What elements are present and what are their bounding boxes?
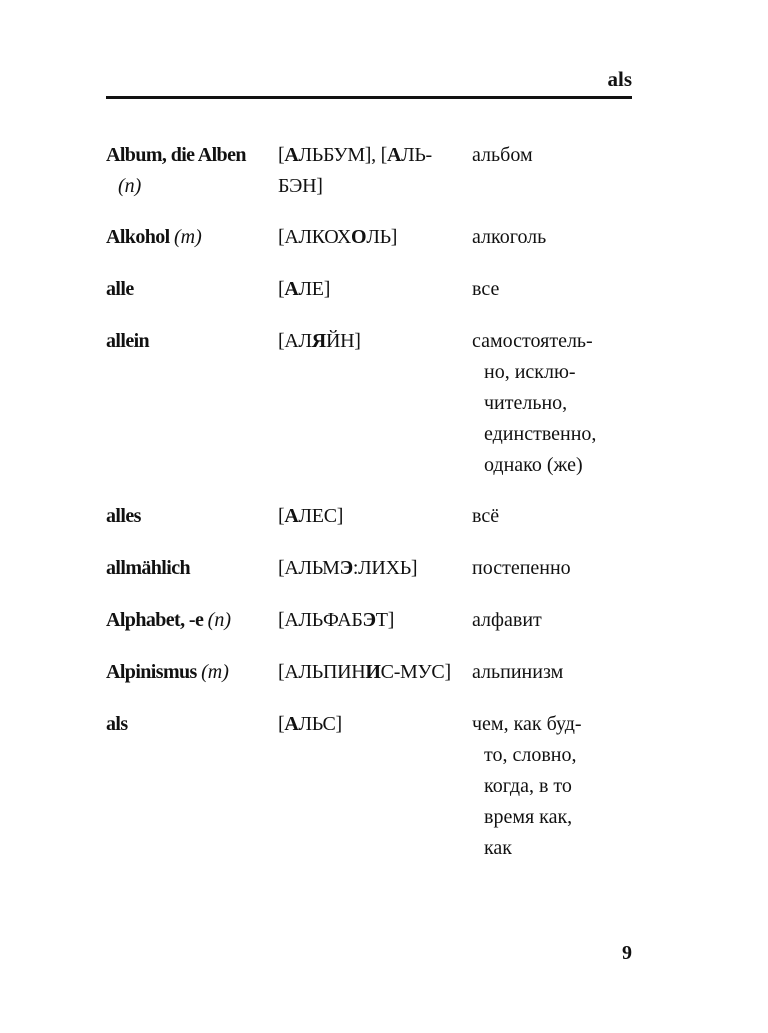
pronunciation-part: ЛЕ] [298,278,331,300]
pronunciation-part: [АЛЬПИН [278,661,366,683]
pronunciation [278,274,472,305]
headword: allmählich [106,557,191,579]
pronunciation-part: :ЛИХЬ] [352,557,418,579]
pronunciation-part: ЙН] [325,330,361,352]
page-number: 9 [622,942,632,964]
pronunciation [278,709,472,740]
grammar-note: (n) [207,609,231,631]
dictionary-entry [106,222,632,253]
translation-line: алкоголь [472,226,547,248]
headword-cell [106,605,278,636]
pronunciation-part: ЛЬБУМ], [ [298,144,387,166]
translation-line: чительно, [484,392,568,414]
stressed-letter: А [284,713,299,735]
headword: Album, die Alben [106,144,246,166]
pronunciation-part: ЛЬС] [298,713,342,735]
stressed-letter: А [284,278,299,300]
translation [472,605,632,636]
dictionary-entry [106,274,632,305]
stressed-letter: А [284,505,299,527]
pronunciation-part: [АЛЬМ [278,557,340,579]
translation [472,501,632,532]
translation [472,326,632,481]
dictionary-entry [106,709,632,864]
translation-line: единственно, [484,423,597,445]
translation [472,274,632,305]
headword-cell [106,709,278,740]
pronunciation [278,140,472,202]
pronunciation [278,501,472,532]
headword: alles [106,505,141,527]
grammar-note: (n) [118,175,142,197]
grammar-note: (m) [201,661,229,683]
headword-cell [106,140,278,202]
translation [472,709,632,864]
pronunciation [278,553,472,584]
dictionary-entry [106,140,632,202]
translation-line: то, словно, [484,744,577,766]
translation [472,222,632,253]
pronunciation-part: [ [278,144,285,166]
headword-cell [106,553,278,584]
headword-cell [106,222,278,253]
stressed-letter: И [365,661,381,683]
translation-line: всё [472,505,500,527]
headword: Alpinismus [106,661,197,683]
headword: Alkohol [106,226,170,248]
stressed-letter: О [351,226,367,248]
headword: Alphabet, -e [106,609,204,631]
translation [472,657,632,688]
stressed-letter: Э [339,557,353,579]
translation [472,553,632,584]
stressed-letter: А [386,144,402,166]
pronunciation-part: С-МУС] [380,661,451,683]
pronunciation-part: [ [278,713,285,735]
grammar-note: (m) [174,226,202,248]
pronunciation-part: [АЛ [278,330,312,352]
translation-line: постепенно [472,557,571,579]
translation-line: самостоятель- [472,330,593,352]
headword-cell [106,274,278,305]
translation-line: время как, [484,806,573,828]
pronunciation [278,605,472,636]
translation-line: как [484,837,513,859]
dictionary-entries [106,140,632,884]
pronunciation-part: ЛЕС] [298,505,344,527]
dictionary-entry [106,553,632,584]
headword-cell [106,326,278,357]
headword: allein [106,330,150,352]
translation-line: альбом [472,144,533,166]
headword: als [106,713,128,735]
pronunciation-part: [АЛЬФАБ [278,609,363,631]
translation [472,140,632,171]
dictionary-entry [106,326,632,481]
pronunciation-part: ЛЬ-БЭН] [278,144,432,197]
pronunciation [278,657,472,688]
stressed-letter: Я [311,330,326,352]
pronunciation-part: Т] [375,609,395,631]
header-rule [106,96,632,99]
stressed-letter: А [284,144,299,166]
stressed-letter: Э [362,609,376,631]
translation-line: все [472,278,500,300]
dictionary-entry [106,657,632,688]
pronunciation-part: ЛЬ] [366,226,398,248]
dictionary-entry [106,501,632,532]
pronunciation-part: [АЛКОХ [278,226,352,248]
translation-line: но, исклю- [484,361,576,383]
dictionary-entry [106,605,632,636]
pronunciation [278,326,472,357]
translation-line: когда, в то [484,775,572,797]
pronunciation-part: [ [278,505,285,527]
pronunciation [278,222,472,253]
translation-line: однако (же) [484,454,583,476]
headword-cell [106,501,278,532]
headword: alle [106,278,134,300]
running-header: als [607,67,632,91]
translation-line: альпинизм [472,661,564,683]
translation-line: алфавит [472,609,542,631]
pronunciation-part: [ [278,278,285,300]
translation-line: чем, как буд- [472,713,582,735]
headword-cell [106,657,278,688]
